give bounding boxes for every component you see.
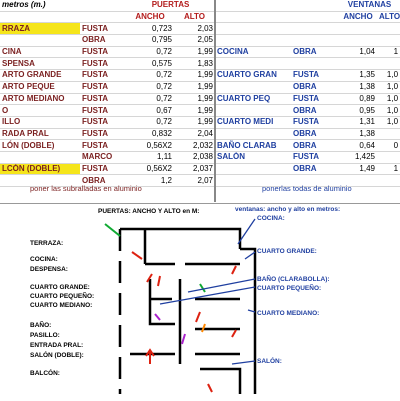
table-row (0, 105, 215, 117)
ventanas-col-alto: ALTO (379, 12, 400, 22)
type-cell: OBRA (291, 140, 339, 152)
table-row (0, 35, 215, 47)
type-cell: FUSTA (80, 81, 126, 93)
room-cell: BAÑO CLARAB (215, 140, 291, 152)
plan-label-cocina: COCINA: (30, 256, 58, 263)
ancho-cell: 0,72 (126, 46, 174, 58)
alto-cell: 1,99 (174, 70, 215, 82)
type-cell: FUSTA (291, 70, 339, 82)
table-row (215, 140, 400, 152)
type-cell: OBRA (291, 163, 339, 175)
alto-cell: 1,99 (174, 93, 215, 105)
ancho-cell: 0,723 (126, 23, 174, 35)
table-row (215, 81, 400, 93)
alto-cell: 1,0 (377, 105, 400, 117)
ancho-cell: 0,72 (126, 70, 174, 82)
ancho-cell: 1,31 (339, 116, 377, 128)
plan-label-window-cuarto-mediano: CUARTO MEDIANO: (257, 310, 320, 317)
table-row (0, 81, 215, 93)
type-cell: FUSTA (80, 140, 126, 152)
alto-cell: 1,0 (377, 93, 400, 105)
plan-title: PUERTAS: ANCHO Y ALTO en M: (98, 208, 200, 215)
table-row (0, 46, 215, 58)
plan-label-window-cuarto-grande: CUARTO GRANDE: (257, 248, 317, 255)
ancho-cell: 1,38 (339, 128, 377, 140)
alto-cell: 1 (377, 46, 400, 58)
room-cell: LÓN (DOBLE) (0, 140, 80, 152)
type-cell: OBRA (291, 105, 339, 117)
ancho-cell: 0,56X2 (126, 163, 174, 175)
plan-label-entrada-pral: ENTRADA PRAL: (30, 342, 84, 349)
table-row (0, 23, 215, 35)
type-cell: OBRA (291, 128, 339, 140)
floor-plan-walls (120, 229, 255, 394)
type-cell (291, 23, 339, 35)
plan-subtitle: ventanas: ancho y alto en metros: (235, 206, 341, 213)
ancho-cell: 0,89 (339, 93, 377, 105)
sheet-title: metros (m.) (0, 0, 80, 11)
plan-label-pasillo: PASILLO: (30, 332, 60, 339)
room-cell: ARTO GRANDE (0, 70, 80, 82)
alto-cell: 2,032 (174, 140, 215, 152)
alto-cell: 1 (377, 163, 400, 175)
room-cell: SALÓN (215, 151, 291, 163)
ancho-cell: 0,56X2 (126, 140, 174, 152)
table-row (215, 163, 400, 175)
plan-label-despensa: DESPENSA: (30, 266, 68, 273)
table-row (215, 58, 400, 70)
alto-cell (377, 151, 400, 163)
table-row (0, 58, 215, 70)
ancho-cell: 0,64 (339, 140, 377, 152)
table-row (0, 151, 215, 163)
table-row (215, 35, 400, 47)
room-cell: CUARTO PEQ (215, 93, 291, 105)
ancho-cell: 0,832 (126, 128, 174, 140)
table-row (215, 93, 400, 105)
alto-cell: 2,038 (174, 151, 215, 163)
puertas-table (0, 0, 215, 187)
alto-cell (377, 58, 400, 70)
ventanas-footer-note: ponerlas todas de aluminio (262, 184, 352, 193)
room-cell: RRAZA (0, 23, 80, 35)
puertas-group-label: PUERTAS (126, 0, 215, 11)
room-cell (215, 23, 291, 35)
type-cell: FUSTA (80, 128, 126, 140)
alto-cell (377, 23, 400, 35)
type-cell: MARCO (80, 151, 126, 163)
table-row (215, 105, 400, 117)
ancho-cell (339, 23, 377, 35)
ancho-cell: 0,95 (339, 105, 377, 117)
type-cell: FUSTA (291, 151, 339, 163)
alto-cell (377, 128, 400, 140)
ancho-cell: 1,425 (339, 151, 377, 163)
plan-label-window-salon: SALÓN: (257, 358, 282, 365)
alto-cell: 1,0 (377, 116, 400, 128)
alto-cell: 2,07 (174, 175, 215, 187)
room-cell (215, 105, 291, 117)
room-cell: COCINA (215, 46, 291, 58)
type-cell: FUSTA (291, 116, 339, 128)
room-cell (0, 151, 80, 163)
alto-cell: 2,05 (174, 35, 215, 47)
ancho-cell: 1,11 (126, 151, 174, 163)
plan-label-cuarto-grande: CUARTO GRANDE: (30, 284, 90, 291)
type-cell (291, 35, 339, 47)
type-cell: FUSTA (80, 93, 126, 105)
alto-cell: 1,0 (377, 81, 400, 93)
alto-cell: 1,99 (174, 116, 215, 128)
table-row (0, 128, 215, 140)
table-row (0, 163, 215, 175)
type-cell: FUSTA (80, 163, 126, 175)
alto-cell: 2,037 (174, 163, 215, 175)
table-row (215, 116, 400, 128)
table-row (215, 23, 400, 35)
puertas-col-ancho: ANCHO (126, 11, 174, 23)
type-cell: FUSTA (80, 58, 126, 70)
type-cell: OBRA (80, 35, 126, 47)
plan-label-window-bano: BAÑO (CLARABOLLA): (257, 276, 330, 283)
room-cell: CUARTO MEDI (215, 116, 291, 128)
room-cell (215, 128, 291, 140)
room-cell (215, 81, 291, 93)
ancho-cell: 1,49 (339, 163, 377, 175)
alto-cell (377, 35, 400, 47)
table-row (215, 128, 400, 140)
ancho-cell: 0,795 (126, 35, 174, 47)
plan-label-cuarto-pequeno: CUARTO PEQUEÑO: (30, 293, 95, 300)
room-cell (215, 163, 291, 175)
ventanas-table (215, 0, 400, 187)
table-row (215, 151, 400, 163)
ancho-cell: 1,2 (126, 175, 174, 187)
plan-label-salon-doble: SALÓN (DOBLE): (30, 352, 84, 359)
plan-label-window-cuarto-pequeno: CUARTO PEQUEÑO: (257, 285, 322, 292)
room-cell: CUARTO GRAN (215, 70, 291, 82)
ventanas-group-label: VENTANAS (339, 0, 400, 11)
alto-cell (377, 175, 400, 187)
ancho-cell: 1,04 (339, 46, 377, 58)
ancho-cell: 0,67 (126, 105, 174, 117)
table-row (215, 70, 400, 82)
floor-plan-pointers (160, 219, 255, 364)
type-cell: FUSTA (80, 23, 126, 35)
type-cell (291, 58, 339, 70)
room-cell: ILLO (0, 116, 80, 128)
plan-label-cuarto-mediano: CUARTO MEDIANO: (30, 302, 93, 309)
room-cell: RADA PRAL (0, 128, 80, 140)
room-cell: SPENSA (0, 58, 80, 70)
type-cell: FUSTA (80, 105, 126, 117)
plan-label-window-cocina: COCINA: (257, 215, 285, 222)
ancho-cell: 1,35 (339, 70, 377, 82)
ancho-cell: 0,72 (126, 81, 174, 93)
alto-cell: 2,03 (174, 23, 215, 35)
column-divider (214, 0, 216, 202)
type-cell: OBRA (80, 175, 126, 187)
type-cell: FUSTA (80, 116, 126, 128)
room-cell (0, 35, 80, 47)
room-cell (215, 58, 291, 70)
room-cell: ARTO MEDIANO (0, 93, 80, 105)
table-row (0, 93, 215, 105)
puertas-col-alto: ALTO (174, 11, 215, 23)
alto-cell: 1,99 (174, 105, 215, 117)
type-cell: FUSTA (291, 93, 339, 105)
puertas-footer-note: poner las subralladas en aluminio (30, 184, 142, 193)
floor-plan-markers (105, 224, 236, 392)
type-cell: FUSTA (80, 70, 126, 82)
alto-cell: 1,0 (377, 70, 400, 82)
room-cell (215, 35, 291, 47)
alto-cell: 0 (377, 140, 400, 152)
table-row (0, 116, 215, 128)
ventanas-col-ancho: ANCHO (339, 11, 377, 23)
ancho-cell (339, 58, 377, 70)
table-row (0, 70, 215, 82)
plan-label-bano: BAÑO: (30, 322, 52, 329)
table-row (0, 140, 215, 152)
ancho-cell: 0,72 (126, 116, 174, 128)
ancho-cell: 1,38 (339, 81, 377, 93)
ancho-cell: 0,72 (126, 93, 174, 105)
alto-cell: 1,99 (174, 46, 215, 58)
ancho-cell (339, 35, 377, 47)
room-cell: O (0, 105, 80, 117)
ancho-cell: 0,575 (126, 58, 174, 70)
floor-plan-sketch (0, 203, 400, 401)
alto-cell: 1,99 (174, 81, 215, 93)
room-cell: ARTO PEQUE (0, 81, 80, 93)
plan-label-terraza: TERRAZA: (30, 240, 64, 247)
type-cell: OBRA (291, 81, 339, 93)
room-cell: LCÓN (DOBLE) (0, 163, 80, 175)
room-cell: CINA (0, 46, 80, 58)
table-row (215, 46, 400, 58)
type-cell: FUSTA (80, 46, 126, 58)
plan-label-balcon: BALCÓN: (30, 370, 60, 377)
alto-cell: 1,83 (174, 58, 215, 70)
type-cell: OBRA (291, 46, 339, 58)
alto-cell: 2,04 (174, 128, 215, 140)
